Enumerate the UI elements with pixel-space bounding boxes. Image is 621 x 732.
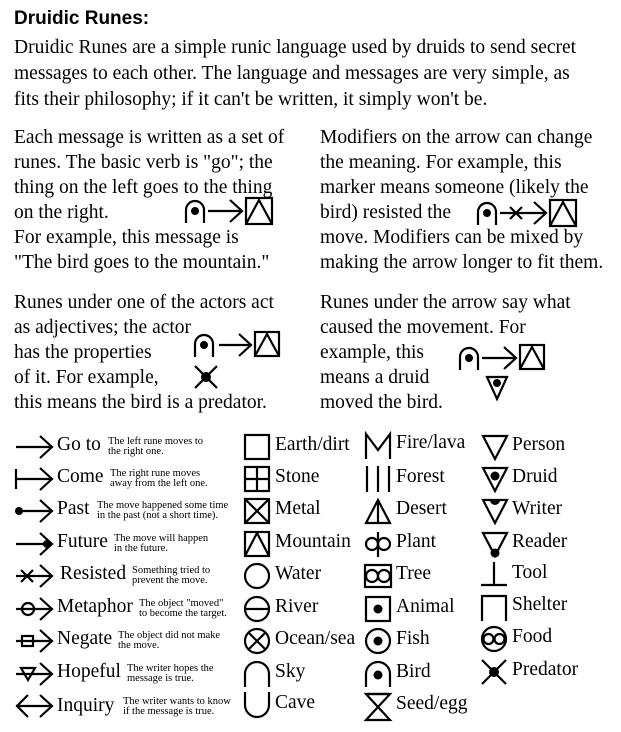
predator-rune-icon	[479, 657, 509, 687]
arrow-desc: The writer wants to know if the message is true.	[123, 696, 231, 717]
modifiers-line: making the arrow longer to fit them.	[320, 252, 604, 273]
desert-rune-icon	[363, 497, 393, 525]
example-predator-bird-icon	[191, 330, 283, 392]
arrow-past-icon	[14, 498, 54, 524]
seed-rune-icon	[363, 692, 393, 722]
adjectives-line: this means the bird is a predator.	[14, 392, 267, 413]
rune-name: Fire/lava	[396, 432, 466, 453]
arrow-name: Resisted	[60, 563, 127, 584]
rune-name: Reader	[512, 531, 568, 552]
arrow-desc: The writer hopes the message is true.	[127, 663, 214, 684]
cave-rune-icon	[243, 691, 271, 719]
arrow-desc: The move will happen in the future.	[114, 533, 209, 554]
reader-rune-icon	[481, 530, 509, 558]
arrow-negate-icon	[14, 628, 54, 654]
druid-rune-icon	[481, 465, 509, 493]
person-rune-icon	[481, 433, 509, 461]
modifiers-line: marker means someone (likely the	[320, 177, 589, 198]
bird-rune-icon	[363, 660, 393, 688]
metal-rune-icon	[243, 497, 271, 525]
adjectives-line: of it. For example,	[14, 367, 159, 388]
arrow-desc: Something tried to prevent the move.	[132, 565, 211, 586]
stone-rune-icon	[243, 465, 271, 493]
example-resisted-icon	[476, 198, 580, 228]
modifiers-line: Modifiers on the arrow can change	[320, 127, 593, 148]
cause-line: caused the movement. For	[320, 317, 526, 338]
plant-rune-icon	[363, 530, 393, 558]
cause-line: example, this	[320, 342, 424, 363]
rune-name: Predator	[512, 659, 579, 680]
arrow-name: Come	[57, 466, 104, 487]
rune-name: Metal	[275, 498, 321, 519]
rune-name: Sky	[275, 661, 306, 682]
example-druid-moved-bird-icon	[458, 343, 548, 401]
adjectives-line: Runes under one of the actors act	[14, 292, 274, 313]
arrow-name: Past	[57, 498, 90, 519]
rune-name: Shelter	[512, 594, 568, 615]
animal-rune-icon	[363, 595, 393, 623]
adjectives-line: has the properties	[14, 342, 152, 363]
ocean-rune-icon	[243, 627, 271, 655]
river-rune-icon	[243, 595, 271, 623]
rune-name: Seed/egg	[396, 693, 468, 714]
arrow-metaphor-icon	[14, 596, 54, 622]
arrow-resisted-icon	[14, 563, 54, 589]
arrow-future-icon	[14, 531, 54, 557]
intro-line: messages to each other. The language and messages are very simple, as	[14, 63, 570, 84]
fish-rune-icon	[363, 627, 393, 655]
arrow-desc: The left rune moves to the right one.	[108, 436, 204, 457]
modifiers-line: move. Modifiers can be mixed by	[320, 227, 584, 248]
tree-rune-icon	[363, 562, 393, 590]
rune-name: Person	[512, 434, 566, 455]
rune-name: Plant	[396, 531, 437, 552]
rune-name: Ocean/sea	[275, 628, 356, 649]
rune-name: Writer	[512, 498, 563, 519]
intro-line: fits their philosophy; if it can't be written, it simply won't be.	[14, 89, 488, 110]
intro-paragraph	[14, 35, 614, 113]
forest-rune-icon	[363, 465, 393, 493]
modifiers-line: bird) resisted the	[320, 202, 452, 223]
arrow-name: Future	[57, 531, 108, 552]
arrow-name: Go to	[57, 434, 101, 455]
verb-line: thing on the left goes to the thing	[14, 177, 273, 198]
rune-name: Mountain	[275, 531, 351, 552]
verb-line: runes. The basic verb is "go"; the	[14, 152, 273, 173]
water-rune-icon	[243, 562, 271, 590]
verb-line: For example, this message is	[14, 227, 239, 248]
rune-name: Stone	[275, 466, 320, 487]
rune-name: Fish	[396, 628, 430, 649]
arrow-name: Inquiry	[57, 695, 115, 716]
rune-name: Tree	[396, 563, 432, 584]
rune-name: Water	[275, 563, 322, 584]
verb-line: on the right.	[14, 202, 109, 223]
arrow-desc: The right rune moves away from the left one.	[110, 468, 208, 489]
arrow-desc: The object "moved" to become the target.	[139, 598, 227, 619]
arrow-come-icon	[14, 466, 54, 492]
sky-rune-icon	[243, 660, 271, 688]
cause-line: moved the bird.	[320, 392, 443, 413]
food-rune-icon	[479, 625, 509, 653]
mountain-rune-icon	[243, 530, 271, 558]
arrow-go-icon	[14, 434, 54, 460]
arrow-name: Negate	[57, 628, 113, 649]
arrow-desc: The move happened some time in the past (not a short time).	[97, 500, 229, 521]
modifiers-line: the meaning. For example, this	[320, 152, 562, 173]
rune-name: Animal	[396, 596, 455, 617]
arrow-desc: The object did not make the move.	[118, 630, 221, 651]
rune-name: Forest	[396, 466, 445, 487]
fire-rune-icon	[363, 432, 393, 460]
arrow-name: Metaphor	[57, 596, 133, 617]
arrow-inquiry-icon	[14, 693, 54, 719]
cause-line: means a druid	[320, 367, 430, 388]
rune-name: Cave	[275, 692, 316, 713]
earth-rune-icon	[243, 433, 271, 461]
tool-rune-icon	[479, 560, 509, 590]
rune-name: Desert	[396, 498, 447, 519]
example-bird-to-mountain-icon	[184, 196, 276, 226]
adjectives-line: as adjectives; the actor	[14, 317, 192, 338]
verb-line: Each message is written as a set of	[14, 127, 285, 148]
arrow-name: Hopeful	[57, 661, 121, 682]
cause-line: Runes under the arrow say what	[320, 292, 571, 313]
shelter-rune-icon	[479, 592, 509, 622]
arrow-hopeful-icon	[14, 661, 54, 687]
writer-rune-icon	[481, 497, 509, 525]
rune-name: River	[275, 596, 319, 617]
rune-name: Bird	[396, 661, 431, 682]
page-title: Druidic Runes:	[14, 8, 150, 29]
verb-line: "The bird goes to the mountain."	[14, 252, 270, 273]
rune-name: Food	[512, 626, 553, 647]
rune-name: Earth/dirt	[275, 434, 350, 455]
rune-name: Druid	[512, 466, 558, 487]
rune-name: Tool	[512, 562, 548, 583]
intro-line: Druidic Runes are a simple runic language used by druids to send secret	[14, 37, 577, 58]
